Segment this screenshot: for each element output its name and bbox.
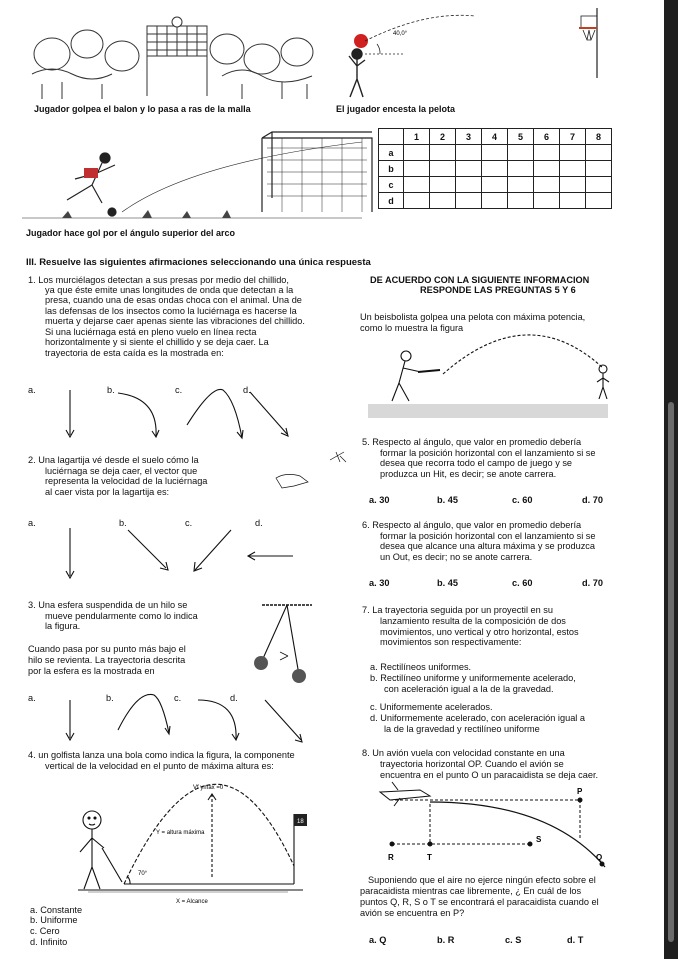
svg-text:18: 18 bbox=[297, 819, 304, 825]
svg-text:R: R bbox=[388, 853, 394, 862]
soccer-caption: Jugador hace gol por el ángulo superior del arco bbox=[26, 228, 236, 238]
basket-caption: El jugador encesta la pelota bbox=[336, 104, 456, 114]
svg-text:X = Alcance: X = Alcance bbox=[176, 899, 208, 905]
baseball-figure bbox=[368, 336, 648, 421]
vertical-scrollbar[interactable] bbox=[664, 0, 678, 959]
volley-caption: Jugador golpea el balon y lo pasa a ras de la malla bbox=[34, 104, 251, 114]
svg-text:T: T bbox=[427, 853, 432, 862]
angle-label: 40,0° bbox=[393, 31, 408, 37]
svg-text:Y = altura máxima: Y = altura máxima bbox=[156, 830, 205, 836]
svg-text:P: P bbox=[577, 787, 583, 796]
section-title: III. Resuelve las siguientes afirmaciones seleccionando una única respuesta bbox=[26, 257, 371, 268]
plane-figure bbox=[370, 780, 640, 875]
svg-text:S: S bbox=[536, 835, 542, 844]
svg-text:Q: Q bbox=[596, 853, 603, 862]
answer-grid: 1 2 3 4 5 6 7 8 a b c d bbox=[378, 128, 612, 209]
worksheet-page: Jugador golpea el balon y lo pasa a ras de la malla 40,0° El jugador encesta la pelota Jugador hace gol por el ángulo superior del arco 1 2 3 4 5 6 7 8 a b c d III. Resuelve las siguientes afirmaciones seleccionando una única respuesta 1. Los murciélagos detectan a sus presas por medio del chillido, ya que éste emite unas longitudes de onda que detectan a la presa, cuando una de esas ondas choca con el animal. Una de las defensas de los insectos como la luciérnaga es hacerse la muerta y dejarse caer apenas siente las vibraciones del chillido. Si una luciérnaga está en pleno vuelo en línea recta horizontalmente y si siente el chillido y se deja caer. La trayectoria de esta caída es la mostrada en: a. b. c. d. 2. Una lagartija vé desde el suelo cómo la luciérnaga se deja caer, el vector que representa la velocidad de la luciérnaga al caer vista por la lagartija es: a. b. c. d. 3. Una esfera suspendida de un hilo se mueve pendularmente como lo indica la figura. Cuando pasa por su punto más bajo el hilo se revienta. La trayectoria descrita por la esfera es la mostrada en a. b. c. d. 4. un golfista lanza una bola como indica la figura, la componente vertical de la velocidad en el punto de máxima altura es: 18 Vf ymax =0 Y = altura máxima 70° X = Alcance a. Constante b. Uniforme c. Cero d. Infinito DE ACUERDO CON LA SIGUIENTE INFORMACION RESPONDE LAS PREGUNTAS 5 Y 6 Un beisbolista golpea una pelota con máxima potencia, como lo muestra la figura 5. Respecto al ángulo, que valor en promedio debería formar la posición horizontal con el lanzamiento si se desea que recorra todo el campo de juego y se produzca un Hit, es decir; se anote carrera. a. 30 b. 45 c. 60 d. 70 6. Respecto al ángulo, que valor en promedio debería formar la posición horizontal con el lanzamiento si se desea que alcance una altura máxima y se produzca un Out, es decir; no se anote carrera. a. 30 b. 45 c. 60 d. 70 7. La trayectoria seguida por un proyectil en su lanzamiento resulta de la composición de dos movimientos, uno vertical y otro horizontal, estos movimientos son respectivamente: a. Rectilíneos uniformes. b. Rectilíneo uniforme y uniformemente acelerado, con aceleración igual a la de la gravedad. c. Uniformemente acelerados. d. Uniformemente acelerado, con aceleración igual a la de la gravedad y rectilíneo uniforme 8. Un avión vuela con velocidad constante en una trayectoria horizontal OP. Cuando el avión se encuentra en el punto O un paracaidista se deja caer. P S R T Q Suponiendo que el aire no ejerce ningún efecto sobre el paracaidista mientras cae libremente, ¿ En cuál de los puntos Q, R, S o T se encontrará el paracaidista cuando el avión se encuentra en P? a. Q b. R c. S d. T bbox=[0, 0, 664, 959]
scrollbar-thumb[interactable] bbox=[668, 402, 674, 942]
svg-text:70°: 70° bbox=[138, 871, 148, 877]
golf-figure bbox=[68, 780, 358, 910]
svg-text:Vf ymax =0: Vf ymax =0 bbox=[193, 785, 224, 791]
